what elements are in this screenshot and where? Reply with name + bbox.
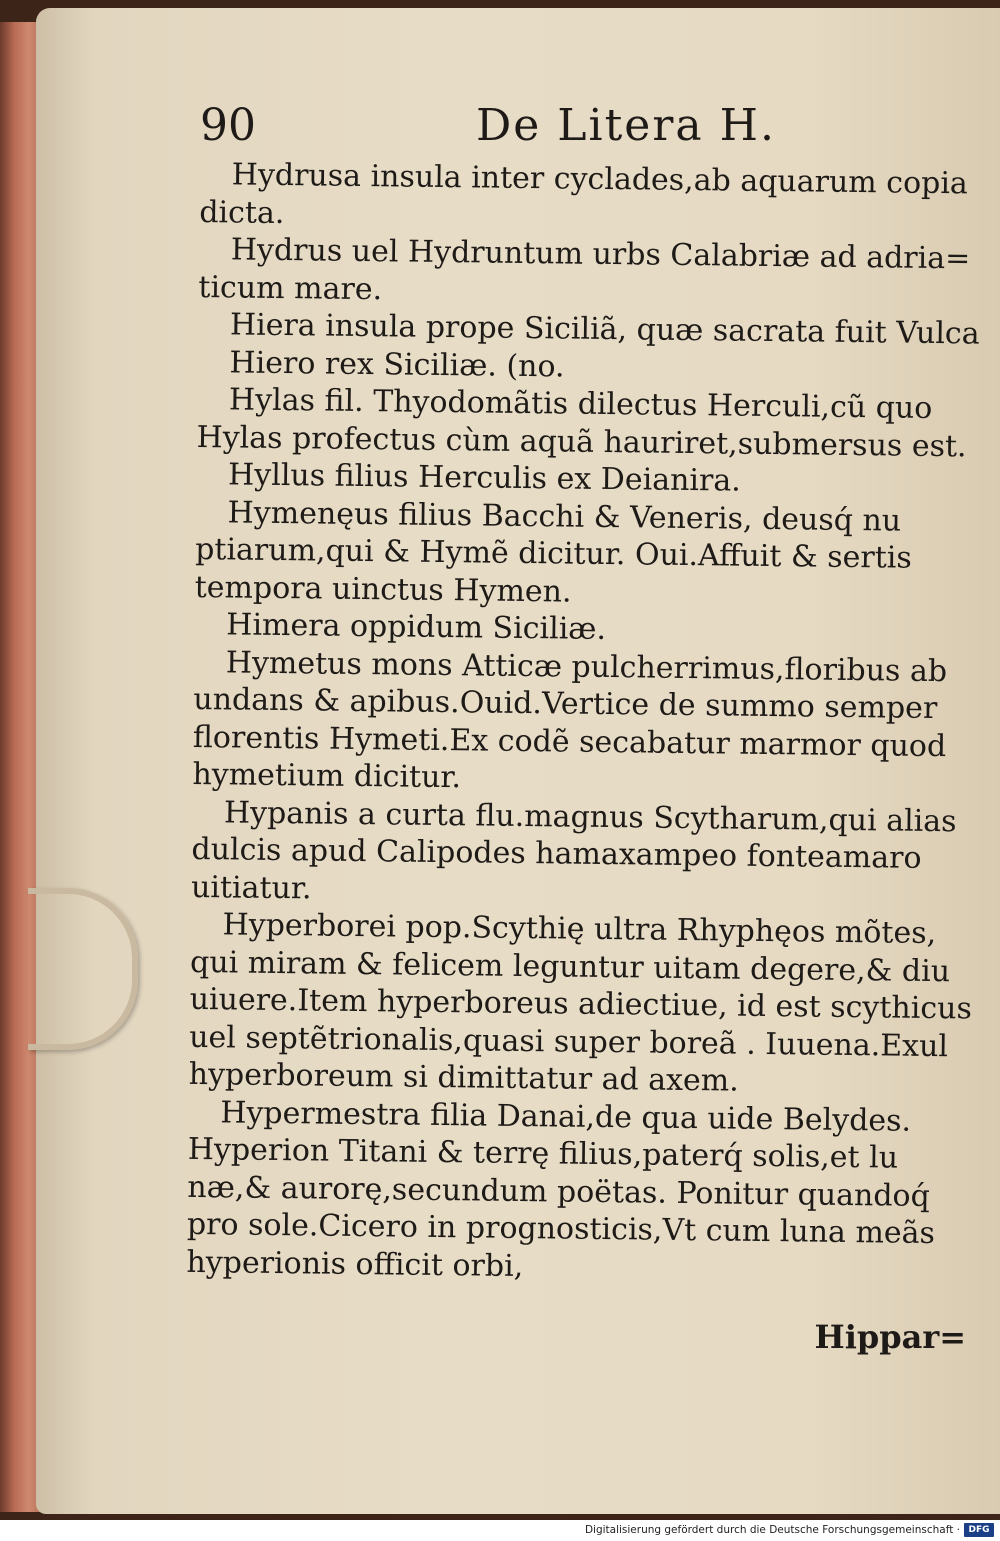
text-line: pro sole.Cicero in prognosticis,Vt cum luna meãs	[186, 1206, 936, 1252]
funding-credit: Digitalisierung gefördert durch die Deutsche Forschungsgemeinschaft ·	[584, 1524, 960, 1536]
dfg-logo: DFG	[964, 1523, 994, 1537]
running-title: De Litera H.	[476, 100, 776, 151]
text-line: hyperboreum si dimittatur ad axem.	[188, 1056, 739, 1099]
text-line: Himera oppidum Siciliæ.	[226, 607, 607, 647]
text-line: tempora uinctus Hymen.	[194, 569, 572, 610]
text-line: Hyperborei pop.Scythię ultra Rhyphęos mõtes,	[222, 907, 937, 952]
text-line: Hyperion Titani & terrę filius,paterq́ solis,et lu	[187, 1131, 899, 1176]
text-line: næ,& aurorę,secundum poëtas. Ponitur quandoq́	[187, 1169, 931, 1214]
text-line: hyperionis officit orbi,	[186, 1244, 524, 1284]
text-line: Hymetus mons Atticæ pulcherrimus,floribus ab	[225, 644, 948, 689]
text-line: Hiero rex Siciliæ. (no.	[229, 344, 565, 384]
text-line: ticum mare.	[198, 269, 383, 307]
footer-bar	[0, 1520, 1000, 1541]
text-line: ptiarum,qui & Hymẽ dicitur. Oui.Affuit & sertis	[194, 531, 912, 576]
text-line: qui miram & felicem leguntur uitam degere,& diu	[189, 944, 951, 989]
text-line: Hylas fil. Thyodomãtis dilectus Herculi,cũ quo	[228, 382, 933, 426]
text-line: florentis Hymeti.Ex codẽ secabatur marmor quod	[192, 719, 947, 764]
catchword: Hippar=	[814, 1318, 966, 1356]
text-line: Hymenęus filius Bacchi & Veneris, deusq́ nu	[227, 494, 902, 539]
text-line: uiuere.Item hyperboreus adiectiue, id est scythicus	[189, 981, 973, 1027]
book-clip	[28, 888, 138, 1050]
text-line: undans & apibus.Ouid.Vertice de summo semper	[193, 681, 938, 727]
text-line: Hypanis a curta flu.magnus Scytharum,qui alias	[223, 794, 957, 839]
text-line: Hiera insula prope Siciliã, quæ sacrata fuit Vulca	[229, 307, 980, 352]
text-line: Hypermestra filia Danai,de qua uide Belydes.	[220, 1094, 912, 1139]
text-line: Hyllus filius Herculis ex Deianira.	[227, 457, 741, 499]
text-line: uel septẽtrionalis,quasi super boreã . Iuuena.Exul	[189, 1019, 949, 1064]
text-line: Hylas profectus cùm aquã hauriret,submersus est.	[196, 419, 967, 464]
text-line: dulcis apud Calipodes hamaxampeo fonteamaro	[191, 831, 922, 876]
page-header	[200, 100, 780, 156]
text-line: uitiatur.	[190, 869, 312, 906]
text-line: dicta.	[199, 194, 285, 231]
body-text	[186, 156, 980, 1290]
text-line: Hydrus uel Hydruntum urbs Calabriæ ad adria=	[230, 232, 971, 277]
text-line: Hydrusa insula inter cyclades,ab aquarum copia	[231, 157, 969, 202]
text-line: hymetium dicitur.	[192, 756, 462, 796]
page-number: 90	[200, 100, 256, 151]
